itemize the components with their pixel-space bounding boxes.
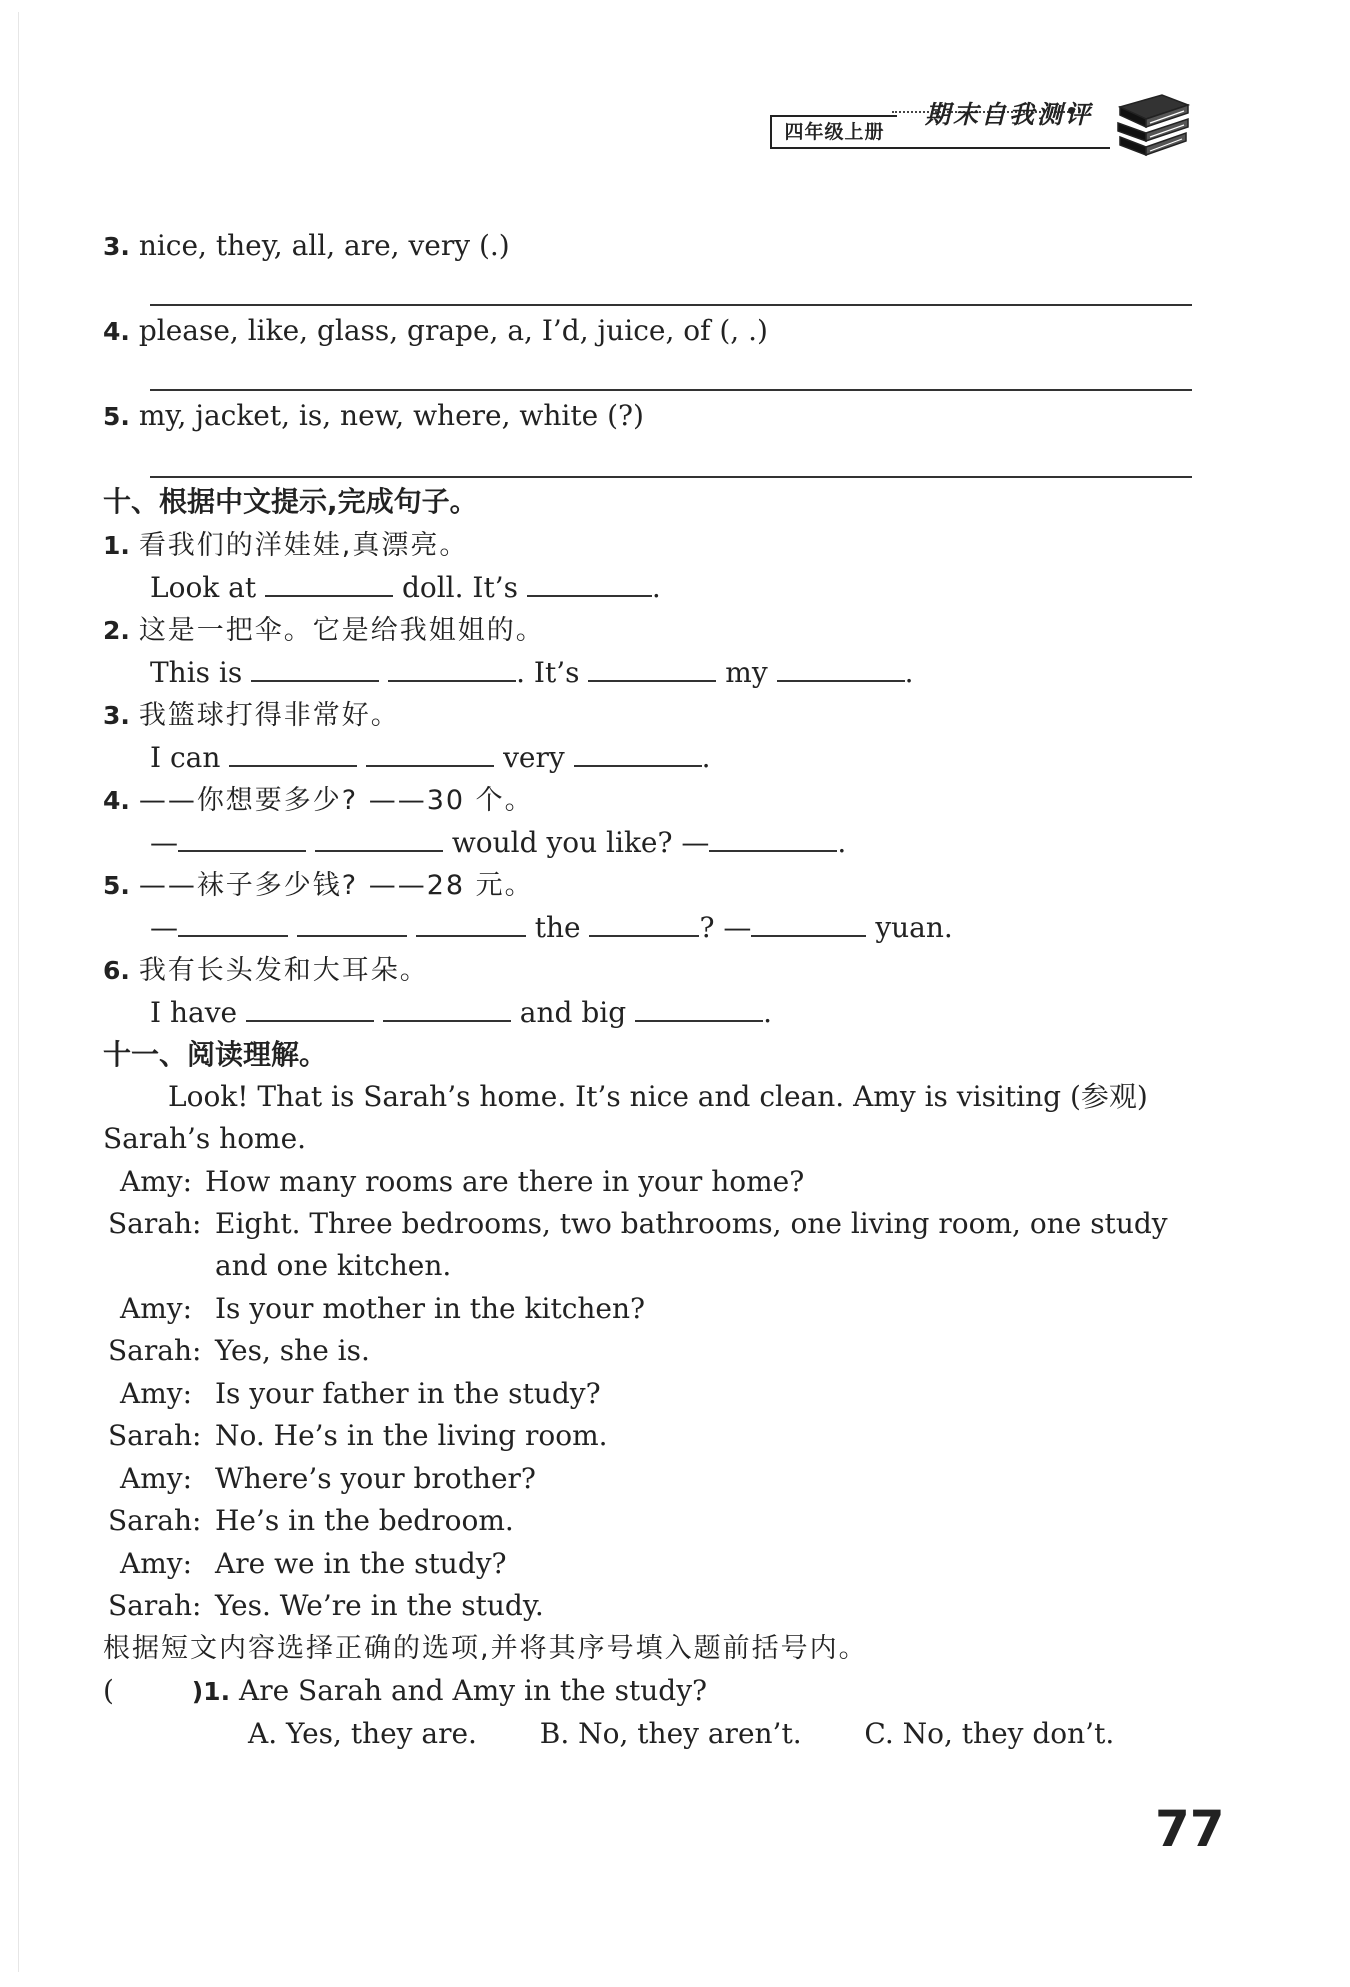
- fill-blank[interactable]: [777, 654, 905, 682]
- fill-blank[interactable]: [383, 994, 511, 1022]
- sentence-text: ? —: [699, 911, 752, 944]
- speaker-sarah: Sarah:: [108, 1589, 202, 1622]
- speaker-sarah: Sarah:: [108, 1419, 202, 1452]
- fill-blank[interactable]: [635, 994, 763, 1022]
- chinese-prompt: 我篮球打得非常好。: [138, 700, 400, 731]
- s10-item-1-cn: [103, 527, 468, 564]
- dialogue-line: Where’s your brother?: [215, 1462, 536, 1495]
- s10-item-1-en: [150, 569, 661, 606]
- sentence-text: would you like? —: [451, 826, 710, 859]
- s10-item-6-en: [150, 994, 772, 1031]
- s10-item-6-cn: [103, 952, 429, 989]
- reading-instruction: 根据短文内容选择正确的选项,并将其序号填入题前括号内。: [103, 1633, 868, 1664]
- sentence-text: .: [651, 571, 661, 604]
- fill-blank[interactable]: [589, 909, 699, 937]
- sentence-text: This is: [150, 656, 243, 689]
- s10-item-2-en: [150, 654, 913, 691]
- sentence-text: . It’s: [516, 656, 580, 689]
- fill-blank[interactable]: [229, 739, 357, 767]
- sentence-text: —: [150, 911, 178, 944]
- fill-blank[interactable]: [366, 739, 494, 767]
- fill-blank[interactable]: [709, 824, 837, 852]
- dialogue-line: No. He’s in the living room.: [215, 1419, 608, 1452]
- fill-blank[interactable]: [297, 909, 407, 937]
- option-a: A. Yes, they are.: [248, 1717, 477, 1750]
- s10-item-5-cn: [103, 867, 534, 904]
- section-11-title: 十一、阅读理解。: [103, 1038, 328, 1071]
- s10-item-5-en: [150, 909, 953, 946]
- answer-line[interactable]: [150, 476, 1192, 478]
- fill-blank[interactable]: [265, 569, 393, 597]
- question-text: Are Sarah and Amy in the study?: [238, 1674, 708, 1707]
- sentence-text: .: [904, 656, 914, 689]
- reorder-item-4: [103, 313, 768, 350]
- dialogue-line: Are we in the study?: [215, 1547, 507, 1580]
- section-10-title: 十、根据中文提示,完成句子。: [103, 485, 478, 518]
- sentence-text: very: [503, 741, 565, 774]
- books-stack-icon: [1110, 89, 1192, 157]
- s10-item-2-cn: [103, 612, 545, 649]
- item-number: 5.: [103, 402, 130, 431]
- sentence-text: doll. It’s: [401, 571, 519, 604]
- sentence-text: and big: [519, 996, 627, 1029]
- fill-blank[interactable]: [246, 994, 374, 1022]
- s10-item-3-cn: [103, 697, 400, 734]
- item-number: 4.: [103, 786, 130, 815]
- reorder-item-5: [103, 398, 644, 435]
- dialogue-line: Yes, she is.: [215, 1334, 370, 1367]
- sentence-text: the: [534, 911, 581, 944]
- fill-blank[interactable]: [527, 569, 652, 597]
- fill-blank[interactable]: [388, 654, 516, 682]
- chinese-prompt: 看我们的洋娃娃,真漂亮。: [138, 530, 469, 561]
- answer-line[interactable]: [150, 304, 1192, 306]
- chinese-prompt: ——你想要多少? ——30 个。: [138, 785, 534, 816]
- grade-label: 四年级上册: [770, 115, 897, 149]
- dialogue-line: Is your father in the study?: [215, 1377, 601, 1410]
- item-words: nice, they, all, are, very (.): [138, 229, 510, 262]
- fill-blank[interactable]: [588, 654, 716, 682]
- sentence-text: I have: [150, 996, 238, 1029]
- dialogue-line: How many rooms are there in your home?: [205, 1165, 805, 1198]
- sentence-text: .: [701, 741, 711, 774]
- reading-intro-line-1: Look! That is Sarah’s home. It’s nice and clean. Amy is visiting (参观): [168, 1080, 1148, 1113]
- header-title: 期末自我测评: [925, 100, 1094, 129]
- sentence-text: —: [150, 826, 178, 859]
- dialogue-line: Yes. We’re in the study.: [215, 1589, 544, 1622]
- fill-blank[interactable]: [315, 824, 443, 852]
- item-number: 1.: [103, 531, 130, 560]
- sentence-text: .: [837, 826, 847, 859]
- chinese-prompt: 我有长头发和大耳朵。: [138, 955, 429, 986]
- reorder-item-3: [103, 228, 510, 265]
- item-number: 5.: [103, 871, 130, 900]
- speaker-amy: Amy:: [120, 1292, 193, 1325]
- dialogue-line: Eight. Three bedrooms, two bathrooms, one living room, one study: [215, 1207, 1168, 1240]
- question-1: [103, 1673, 707, 1710]
- speaker-sarah: Sarah:: [108, 1207, 202, 1240]
- chinese-prompt: ——袜子多少钱? ——28 元。: [138, 870, 534, 901]
- speaker-amy: Amy:: [120, 1547, 193, 1580]
- dialogue-line: Is your mother in the kitchen?: [215, 1292, 646, 1325]
- question-1-options: [248, 1716, 1114, 1752]
- sentence-text: .: [763, 996, 772, 1029]
- page-number: 77: [1155, 1800, 1225, 1858]
- fill-blank[interactable]: [251, 654, 379, 682]
- answer-bracket-open: (: [103, 1674, 114, 1707]
- item-words: my, jacket, is, new, where, white (?): [138, 399, 644, 432]
- item-number: 3.: [103, 701, 130, 730]
- sentence-text: my: [725, 656, 768, 689]
- fill-blank[interactable]: [178, 824, 306, 852]
- speaker-sarah: Sarah:: [108, 1334, 202, 1367]
- fill-blank[interactable]: [416, 909, 526, 937]
- speaker-sarah: Sarah:: [108, 1504, 202, 1537]
- fill-blank[interactable]: [751, 909, 866, 937]
- answer-line[interactable]: [150, 389, 1192, 391]
- option-c: C. No, they don’t.: [864, 1717, 1115, 1750]
- s10-item-4-en: [150, 824, 846, 861]
- speaker-amy: Amy:: [120, 1165, 193, 1198]
- dialogue-line: He’s in the bedroom.: [215, 1504, 514, 1537]
- fill-blank[interactable]: [178, 909, 288, 937]
- item-number: 4.: [103, 317, 130, 346]
- fill-blank[interactable]: [574, 739, 702, 767]
- s10-item-4-cn: [103, 782, 534, 819]
- option-b: B. No, they aren’t.: [539, 1717, 802, 1750]
- chinese-prompt: 这是一把伞。它是给我姐姐的。: [138, 615, 545, 646]
- sentence-text: I can: [150, 741, 221, 774]
- sentence-text: Look at: [150, 571, 257, 604]
- sentence-text: yuan.: [875, 911, 953, 944]
- reading-intro-line-2: Sarah’s home.: [103, 1122, 307, 1155]
- item-number: 6.: [103, 956, 130, 985]
- question-number: )1.: [191, 1677, 231, 1706]
- item-number: 3.: [103, 232, 130, 261]
- header-underline: [895, 147, 1110, 149]
- speaker-amy: Amy:: [120, 1462, 193, 1495]
- item-words: please, like, glass, grape, a, I’d, juice, of (, .): [138, 314, 768, 347]
- speaker-amy: Amy:: [120, 1377, 193, 1410]
- page-header: [770, 95, 1190, 165]
- dialogue-line-continued: and one kitchen.: [215, 1249, 452, 1282]
- s10-item-3-en: [150, 739, 711, 776]
- item-number: 2.: [103, 616, 130, 645]
